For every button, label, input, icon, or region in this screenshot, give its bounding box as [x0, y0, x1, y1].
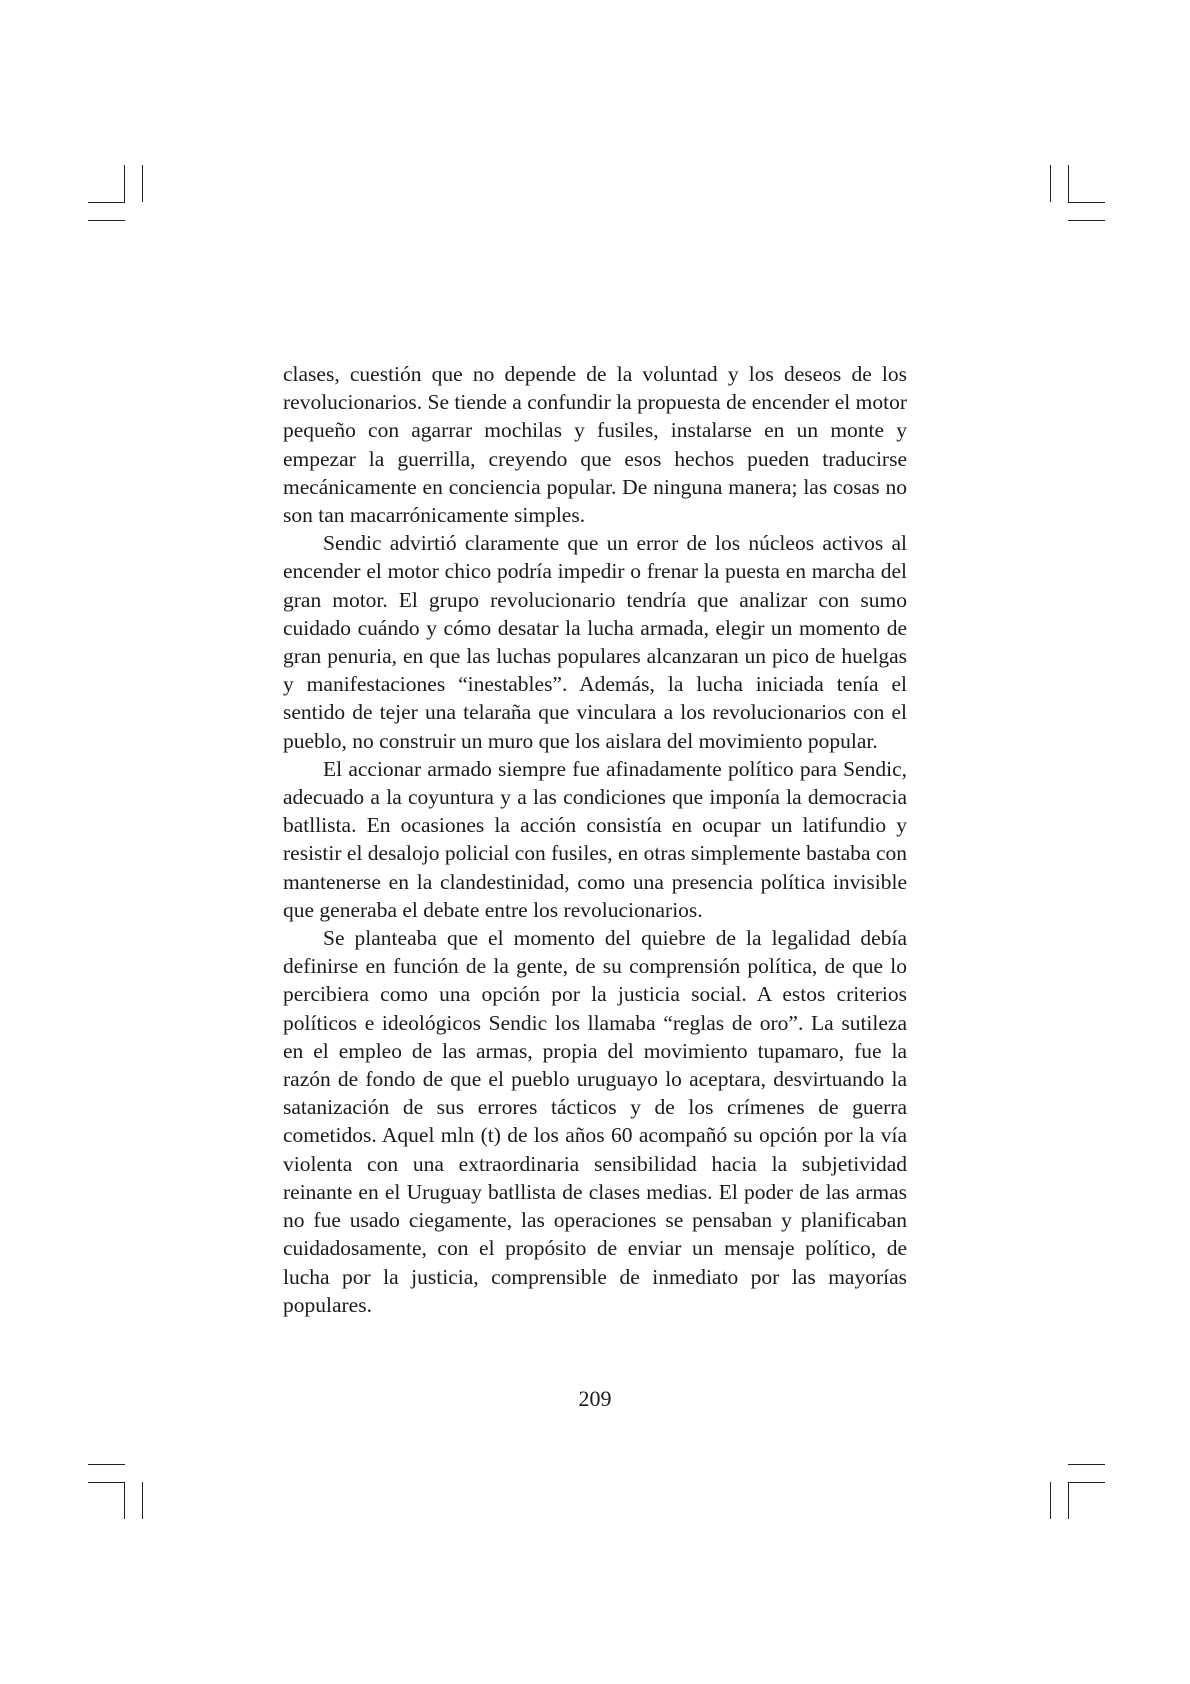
- crop-mark-bottom-right-v: [1050, 1482, 1051, 1519]
- crop-mark-top-right-v: [1050, 165, 1051, 202]
- crop-mark-top-left-h: [88, 202, 125, 203]
- crop-mark-bottom-left-h: [88, 1464, 125, 1465]
- crop-mark-bottom-left-v: [124, 1482, 125, 1519]
- paragraph-1: clases, cuestión que no depende de la voluntad y los deseos de los revolucionarios. Se tiende a confundir la propuesta de encender el motor pequeño con agarrar mochilas y fusiles, instalarse en un monte y empezar la guerrilla, creyendo que esos hechos pueden traducirse mecánicamente en conciencia popular. De ninguna manera; las cosas no son tan macarrónicamente simples.: [283, 362, 907, 528]
- body-text: [283, 360, 907, 1319]
- crop-mark-top-left-v2: [142, 165, 143, 202]
- crop-mark-top-right-h2: [1068, 220, 1105, 221]
- page-number: 209: [578, 1386, 612, 1411]
- crop-mark-top-right-v2: [1068, 165, 1069, 202]
- crop-mark-bottom-right-h: [1068, 1464, 1105, 1465]
- crop-mark-top-left-h2: [88, 220, 125, 221]
- paragraph-3: El accionar armado siempre fue afinadamente político para Sendic, adecuado a la coyuntura y a las condiciones que imponía la democracia batllista. En ocasiones la acción consistía en ocupar un latifundio y resistir el desalojo policial con fusiles, en otras simplemente bastaba con mantenerse en la clandestinidad, como una presencia política invisible que generaba el debate entre los revolucionarios.: [283, 756, 907, 922]
- crop-mark-top-right-h: [1068, 202, 1105, 203]
- crop-mark-top-left-v: [124, 165, 125, 202]
- crop-mark-bottom-right-v2: [1068, 1482, 1069, 1519]
- crop-mark-bottom-left-h2: [88, 1482, 125, 1483]
- crop-mark-bottom-right-h2: [1068, 1482, 1105, 1483]
- paragraph-4: Se planteaba que el momento del quiebre de la legalidad debía definirse en función de la gente, de su comprensión política, de que lo percibiera como una opción por la justicia social. A estos criterios políticos e ideológicos Sendic los llamaba “reglas de oro”. La sutileza en el empleo de las armas, propia del movimiento tupamaro, fue la razón de fondo de que el pueblo uruguayo lo aceptara, desvirtuando la satanización de sus errores tácticos y de los crímenes de guerra cometidos. Aquel mln (t) de los años 60 acompañó su opción por la vía violenta con una extraordinaria sensibilidad hacia la subjetividad reinante en el Uruguay batllista de clases medias. El poder de las armas no fue usado ciegamente, las operaciones se pensaban y planificaban cuidadosamente, con el propósito de enviar un mensaje político, de lucha por la justicia, comprensible de inmediato por las mayorías populares.: [283, 926, 907, 1317]
- paragraph-2: Sendic advirtió claramente que un error de los núcleos activos al encender el motor chico podría impedir o frenar la puesta en marcha del gran motor. El grupo revolucionario tendría que analizar con sumo cuidado cuándo y cómo desatar la lucha armada, elegir un momento de gran penuria, en que las luchas populares alcanzaran un pico de huelgas y manifestaciones “inestables”. Además, la lucha iniciada tenía el sentido de tejer una telaraña que vinculara a los revolucionarios con el pueblo, no construir un muro que los aislara del movimiento popular.: [283, 531, 907, 753]
- crop-mark-bottom-left-v2: [142, 1482, 143, 1519]
